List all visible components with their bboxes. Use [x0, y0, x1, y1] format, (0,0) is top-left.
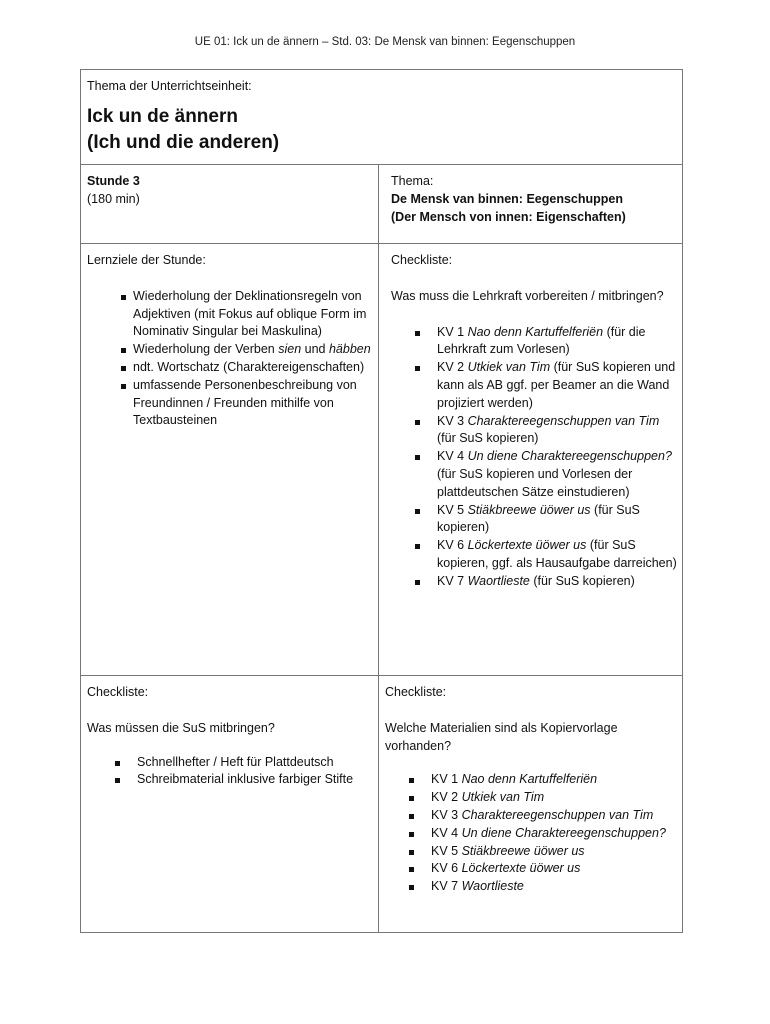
materials-checklist-cell [379, 676, 683, 933]
unit-label: Thema der Unterrichtseinheit: [87, 79, 252, 93]
goals-cell [81, 244, 379, 676]
unit-title-line1: Ick un de ännern [87, 105, 238, 127]
materials-checklist-question: Welche Materialien sind als Kopiervorlage vorhanden? [385, 720, 618, 753]
checklists-row [81, 676, 683, 933]
list-item: KV 3 Charaktereegenschuppen van Tim [431, 807, 677, 825]
teacher-checklist-question: Was muss die Lehrkraft vorbereiten / mitbringen? [391, 288, 664, 303]
lesson-number: Stunde 3 [87, 174, 140, 188]
list-item: KV 6 Löckertexte üöwer us (für SuS kopieren, ggf. als Hausaufgabe darreichen) [437, 537, 677, 573]
materials-checklist-list [385, 771, 677, 896]
list-item: KV 5 Stiäkbreewe üöwer us (für SuS kopieren) [437, 502, 677, 538]
list-item: KV 6 Löckertexte üöwer us [431, 860, 677, 878]
student-checklist-list [87, 754, 373, 790]
list-item: KV 4 Un diene Charaktereegenschuppen? [431, 825, 677, 843]
list-item: ndt. Wortschatz (Charaktereigenschaften) [133, 359, 373, 377]
materials-checklist-label: Checkliste: [385, 685, 447, 699]
list-item: KV 2 Utkiek van Tim (für SuS kopieren und kann als AB ggf. per Beamer an die Wand projiziert werden) [437, 359, 677, 412]
student-checklist-cell [81, 676, 379, 933]
goals-label: Lernziele der Stunde: [87, 253, 206, 267]
teacher-checklist-cell [379, 244, 683, 676]
unit-cell [81, 70, 683, 165]
lesson-duration: (180 min) [87, 191, 140, 206]
list-item: Schreibmaterial inklusive farbiger Stifte [137, 771, 373, 789]
list-item: KV 2 Utkiek van Tim [431, 789, 677, 807]
topic-line1: De Mensk van binnen: Eegenschuppen [391, 191, 623, 206]
topic-label: Thema: [391, 174, 434, 188]
unit-title-line2: (Ich und die anderen) [87, 131, 280, 153]
goals-list [87, 288, 373, 430]
student-checklist-label: Checkliste: [87, 685, 149, 699]
goals-row [81, 244, 683, 676]
teacher-checklist-label: Checkliste: [391, 253, 453, 267]
teacher-checklist-list [391, 324, 677, 591]
list-item: Wiederholung der Deklinationsregeln von Adjektiven (mit Fokus auf oblique Form im Nominativ Singular bei Maskulina) [133, 288, 373, 341]
page-header: UE 01: Ick un de ännern – Std. 03: De Mensk van binnen: Eegenschuppen [194, 36, 576, 48]
lesson-row [81, 165, 683, 244]
lesson-cell [81, 165, 379, 244]
list-item: KV 3 Charaktereegenschuppen van Tim (für SuS kopieren) [437, 413, 677, 449]
list-item: KV 1 Nao denn Kartuffelferiën (für die Lehrkraft zum Vorlesen) [437, 324, 677, 360]
list-item: KV 7 Waortlieste [431, 878, 677, 896]
unit-row [81, 70, 683, 165]
list-item: umfassende Personenbeschreibung von Freundinnen / Freunden mithilfe von Textbausteinen [133, 377, 373, 430]
list-item: Wiederholung der Verben sien und häbben [133, 341, 373, 359]
student-checklist-question: Was müssen die SuS mitbringen? [87, 720, 275, 735]
list-item: KV 1 Nao denn Kartuffelferiën [431, 771, 677, 789]
list-item: KV 7 Waortlieste (für SuS kopieren) [437, 573, 677, 591]
lesson-plan-table [80, 69, 683, 933]
list-item: Schnellhefter / Heft für Plattdeutsch [137, 754, 373, 772]
topic-cell [379, 165, 683, 244]
list-item: KV 4 Un diene Charaktereegenschuppen? (für SuS kopieren und Vorlesen der plattdeutschen Sätze einstudieren) [437, 448, 677, 501]
topic-line2: (Der Mensch von innen: Eigenschaften) [391, 209, 626, 224]
list-item: KV 5 Stiäkbreewe üöwer us [431, 843, 677, 861]
